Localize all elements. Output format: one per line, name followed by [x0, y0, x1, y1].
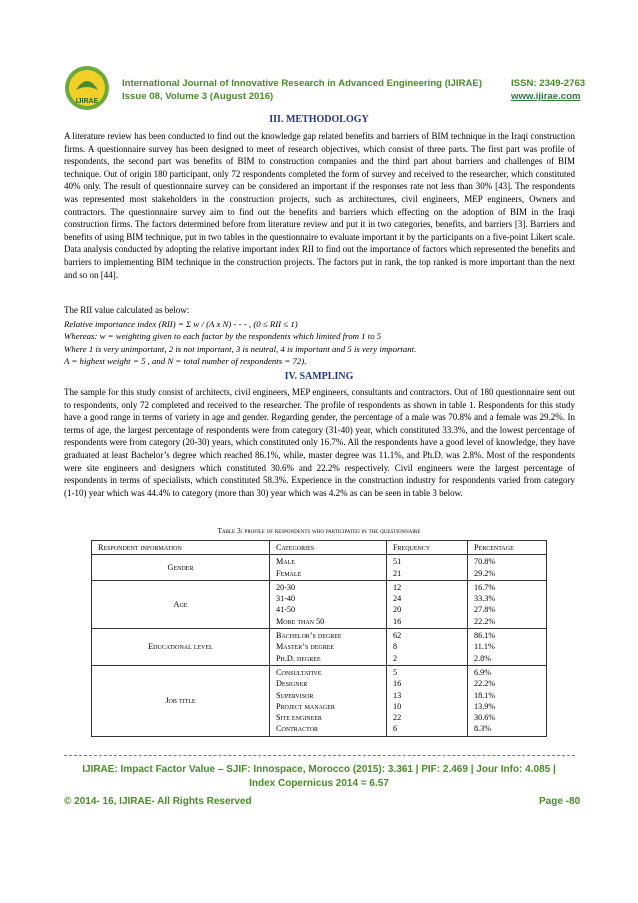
respondent-info-cell: Age [92, 580, 270, 628]
formula-line-1: Relative importance index (RII) = Σ w / (A x N) - - - , (0 ≤ RII ≤ 1) [64, 319, 298, 329]
category-cell [270, 555, 387, 581]
percentage-cell-value: 70.8% [474, 557, 496, 567]
table-row [92, 555, 547, 581]
header-cell: Respondent information [92, 541, 270, 555]
respondent-info-cell: Job title [92, 665, 270, 736]
sampling-text: The sample for this study consist of architects, civil engineers, MEP engineers, consultants and contractors. Out of 180 questionnaire sent out to respondents, only 72 completed and received to the researcher. The profile of respondents as shown in table 1. Respondents for this study have a good range in terms of variety in age and gender. Regarding gender, the percentage of a male was 70.8% and a female was 29.2%. In terms of age, the largest percentage of respondents were from category (31-40) year, which constituted 33.3%, and the lowest percentage of respondents were from category (20-30) years, which constituted only 16.7%. All the respondents have a good level of knowledge, they have graduated at least Bachelor’s degree which reached 86.1%, while, master degree was 11.1%, and Ph.D. was 2.8%. Most of the respondents were site engineers and designers which constituted 30.6% and 22.2% respectively. Civil engineers were the largest percentage of respondents in terms of specialists, which constituted 58.3%. Experience in the construction industry for respondents varied from category (1-10) year which was 44.4% to category (more than 30) year which was 4.2% as can be seen in table 3 below. [64, 387, 575, 498]
frequency-cell-value: 8 [393, 642, 398, 652]
table-header-row [92, 541, 547, 555]
percentage-cell [468, 555, 547, 581]
category-cell-value: Bachelor’s degree [276, 631, 342, 641]
percentage-cell-value: 33.3% [474, 594, 496, 604]
category-cell [270, 580, 387, 628]
percentage-cell-value: 6.9% [474, 667, 492, 677]
percentage-cell-value: 16.7% [474, 582, 496, 592]
page-number: Page -80 [539, 796, 581, 807]
percentage-cell-value: 22.2% [474, 679, 496, 689]
website-link[interactable]: www.ijirae.com [511, 91, 581, 102]
frequency-cell-value: 12 [393, 582, 402, 592]
methodology-text: A literature review has been conducted to find out the knowledge gap related benefits and barriers of BIM technique in the Iraqi construction firms. A questionnaire survey has been designed to meet of research objectives, which consist of three parts. The first part was profile of respondents, the second part was benefits of BIM to construction companies and the third part about barriers and challenges of BIM technique. Out of origin 180 participant, only 72 respondents completed the form of survey and received to the researcher, which constituted 40% only. The result of questionnaire survey can be considered an important if the responses rate not less than 30% [43]. The respondents was represented most stakeholders in the construction projects, such as architectures, civil engineers, MEP engineers, Owners and contractors. The questionnaire survey aim to find out the benefits and barriers which effecting on the adoption of BIM in the Iraqi construction firms. The factors determined before from literature review and put it in two categories, benefits, and barriers [3]. Barriers and benefits of using BIM technique, put in two tables in the questionnaire to evaluate important it by the participants on a five-point Likert scale. Data analysis conducted by adopting the relative important index RII to find out the importance of factors which represented the benefits and barriers to implementing BIM technique in the construction projects. The factors put in rank, the top ranked is more important than the next and so on [44]. [64, 131, 575, 280]
frequency-cell-value: 6 [393, 724, 398, 734]
footer-divider [64, 755, 575, 756]
issn: ISSN: 2349-2763 [511, 78, 586, 89]
frequency-cell [387, 555, 468, 581]
table-caption: Table 3: profile of respondents who participated in the questionnaire [217, 526, 421, 535]
percentage-cell [468, 580, 547, 628]
header-cell: Percentage [468, 541, 547, 555]
category-cell-value: 41-50 [276, 605, 296, 615]
respondent-info-cell: Gender [92, 555, 270, 581]
category-cell-value: 31-40 [276, 594, 296, 604]
rii-formula-block [64, 318, 575, 367]
percentage-cell-value: 8.3% [474, 724, 492, 734]
percentage-cell-value: 18.1% [474, 690, 496, 700]
respondent-profile-table [91, 540, 547, 737]
category-cell-value: Consultative [276, 667, 322, 677]
section-title-sampling: IV. SAMPLING [284, 371, 354, 382]
category-cell-value: Female [276, 568, 302, 578]
formula-line-4: A = highest weight = 5 , and N = total number of respondents = 72). [64, 355, 307, 366]
category-cell [270, 665, 387, 736]
percentage-cell-value: 13.9% [474, 701, 496, 711]
issue-info: Issue 08, Volume 3 (August 2016) [122, 91, 274, 102]
journal-logo [62, 64, 112, 112]
category-cell-value: Master’s degree [276, 642, 335, 652]
frequency-cell-value: 13 [393, 690, 402, 700]
rii-intro: The RII value calculated as below: [64, 305, 190, 315]
category-cell-value: Contractor [276, 724, 319, 734]
percentage-cell-value: 2.8% [474, 653, 492, 663]
percentage-cell-value: 11.1% [474, 642, 495, 652]
category-cell-value: Site engineer [276, 713, 322, 723]
category-cell-value: More than 50 [276, 616, 325, 626]
table-row [92, 580, 547, 628]
formula-line-3: Where 1 is very unimportant, 2 is not important, 3 is neutral, 4 is important and 5 is very important. [64, 343, 417, 354]
table-row [92, 665, 547, 736]
frequency-cell-value: 21 [393, 568, 402, 578]
footer-index-copernicus: Index Copernicus 2014 = 6.57 [249, 778, 389, 789]
percentage-cell-value: 29.2% [474, 568, 496, 578]
frequency-cell-value: 2 [393, 653, 398, 663]
formula-line-2: Whereas: w = weighting given to each factor by the respondents which limited from 1 to 5 [64, 331, 382, 342]
percentage-cell-value: 86.1% [474, 631, 496, 641]
journal-title: International Journal of Innovative Research in Advanced Engineering (IJIRAE) [122, 78, 483, 89]
percentage-cell [468, 665, 547, 736]
footer-copyright: © 2014- 16, IJIRAE- All Rights Reserved [64, 796, 252, 807]
frequency-cell-value: 24 [393, 594, 402, 604]
category-cell-value: Designer [276, 679, 308, 689]
frequency-cell [387, 665, 468, 736]
table-row [92, 629, 547, 666]
category-cell-value: Project manager [276, 701, 335, 711]
frequency-cell-value: 62 [393, 631, 402, 641]
percentage-cell-value: 27.8% [474, 605, 496, 615]
frequency-cell-value: 16 [393, 616, 402, 626]
category-cell [270, 629, 387, 666]
percentage-cell-value: 30.6% [474, 713, 496, 723]
percentage-cell-value: 22.2% [474, 616, 496, 626]
footer-impact-factor: IJIRAE: Impact Factor Value – SJIF: Innospace, Morocco (2015): 3.361 | PIF: 2.469 | Jour Info: 4.085 | [82, 764, 556, 775]
sampling-paragraph [64, 386, 575, 499]
category-cell-value: Supervisor [276, 690, 314, 700]
category-cell-value: Ph.D. degree [276, 653, 321, 663]
frequency-cell-value: 51 [393, 557, 402, 567]
logo-text: IJIRAE [75, 98, 99, 105]
frequency-cell-value: 5 [393, 667, 398, 677]
header-cell: Categories [270, 541, 387, 555]
header-cell: Frequency [387, 541, 468, 555]
frequency-cell [387, 629, 468, 666]
respondent-info-cell: Educational level [92, 629, 270, 666]
frequency-cell [387, 580, 468, 628]
percentage-cell [468, 629, 547, 666]
frequency-cell-value: 16 [393, 679, 402, 689]
category-cell-value: 20-30 [276, 582, 296, 592]
section-title-methodology: III. METHODOLOGY [269, 114, 369, 125]
frequency-cell-value: 20 [393, 605, 402, 615]
methodology-paragraph [64, 130, 575, 281]
frequency-cell-value: 22 [393, 713, 402, 723]
category-cell-value: Male [276, 557, 295, 567]
frequency-cell-value: 10 [393, 701, 402, 711]
